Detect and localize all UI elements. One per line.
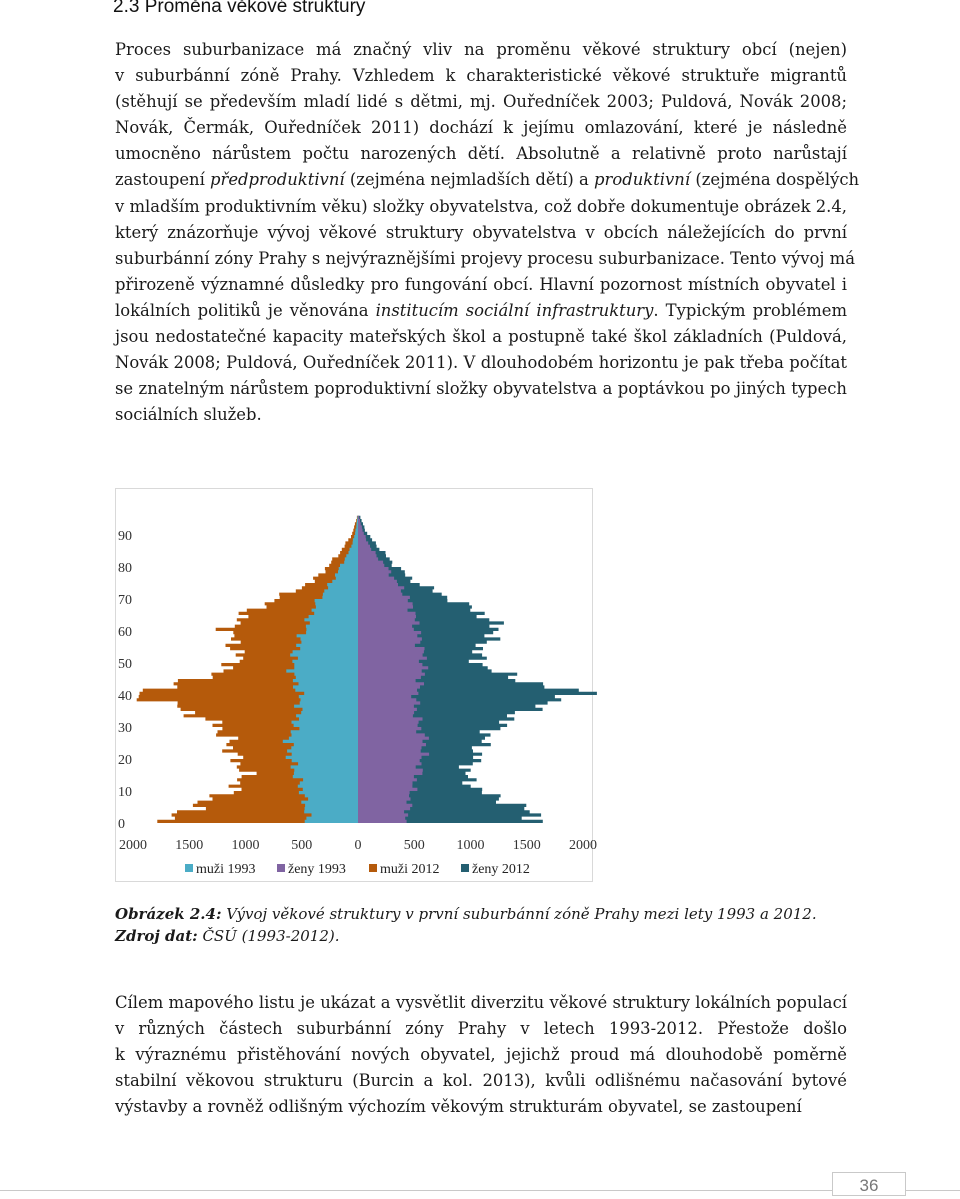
y-tick-label: 20: [118, 753, 132, 768]
paragraph-intro-line: Proces suburbanizace má značný vliv na proměnu věkové struktury obcí (nejen): [115, 40, 847, 59]
paragraph-intro-line: se znatelným nárůstem poproduktivní složky obyvatelstva a poptávkou po jiných typech: [115, 379, 847, 399]
x-tick-label: 2000: [119, 838, 147, 853]
paragraph-intro-line: v mladším produktivním věku) složky obyvatelstva, což dobře dokumentuje obrázek 2.4,: [115, 196, 847, 216]
paragraph-intro-line: který znázorňuje vývoj věkové struktury obyvatelstva v obcích náležejících do první: [115, 222, 847, 242]
x-tick-label: 0: [354, 838, 362, 853]
text-run: . Typickým problémem: [653, 300, 847, 320]
y-tick-label: 40: [118, 689, 132, 704]
paragraph-map-sheet-line: stabilní věkovou strukturu (Burcin a kol. 2013), kvůli odlišnému načasování bytové: [115, 1071, 847, 1091]
footer-rule: [0, 1190, 960, 1191]
x-tick-label: 1500: [175, 838, 204, 853]
population-pyramid-chart: [115, 488, 597, 882]
text-run: lokálních politiků je věnována: [115, 300, 376, 320]
x-tick-label: 2000: [569, 838, 597, 853]
text-run: (zejména dospělých: [690, 170, 860, 190]
y-tick-label: 10: [118, 785, 132, 800]
paragraph-map-sheet-line: v různých částech suburbánní zóny Prahy v letech 1993-2012. Přestože došlo: [115, 1019, 847, 1039]
paragraph-map-sheet-line: k výraznému přistěhování nových obyvatel, jejichž proud má dlouhodobě poměrně: [115, 1045, 847, 1065]
legend-label: ženy 2012: [472, 862, 530, 877]
x-tick-label: 1500: [512, 838, 541, 853]
text-run: zastoupení: [115, 170, 211, 190]
series-muzi-1993: [283, 516, 358, 823]
y-tick-label: 50: [118, 657, 132, 672]
paragraph-intro-line: (stěhují se především mladí lidé s dětmi, mj. Ouředníček 2003; Puldová, Novák 2008;: [115, 92, 847, 112]
paragraph-intro-line: v suburbánní zóně Prahy. Vzhledem k charakteristické věkové struktuře migrantů: [115, 66, 847, 86]
page-number: 36: [832, 1172, 906, 1196]
paragraph-intro-line: [115, 167, 860, 193]
legend-swatch-muzi-1993: [185, 864, 193, 872]
paragraph-map-sheet-line: Cílem mapového listu je ukázat a vysvětlit diverzitu věkové struktury lokálních populací: [115, 993, 847, 1012]
caption-label: Obrázek 2.4:: [115, 905, 222, 923]
figure-caption: [115, 903, 817, 947]
paragraph-map-sheet-line: výstavby a rovněž odlišným výchozím věkovým strukturám obyvatel, se zastoupení: [115, 1097, 802, 1117]
paragraph-intro-line: jsou nedostatečné kapacity mateřských škol a postupně také škol základních (Puldová,: [115, 327, 847, 347]
paragraph-intro-line: umocněno nárůstem počtu narozených dětí. Absolutně a relativně proto narůstají: [115, 144, 847, 164]
y-tick-label: 90: [118, 529, 132, 544]
y-tick-label: 80: [118, 561, 132, 576]
y-tick-label: 60: [118, 625, 132, 640]
x-tick-label: 1000: [456, 838, 485, 853]
legend-swatch-zeny-2012: [461, 864, 469, 872]
legend-label: muži 2012: [380, 862, 440, 877]
caption-source: ČSÚ (1993-2012).: [197, 927, 340, 945]
paragraph-intro-line: suburbánní zóny Prahy s nejvýraznějšími projevy procesu suburbanizace. Tento vývoj má: [115, 248, 855, 268]
y-tick-label: 30: [118, 721, 132, 736]
y-tick-label: 70: [118, 593, 132, 608]
paragraph-intro: [115, 37, 860, 428]
y-tick-label: 0: [118, 817, 125, 832]
paragraph-intro-line: Novák 2008; Puldová, Ouředníček 2011). V dlouhodobém horizontu je pak třeba počítat: [115, 353, 847, 373]
x-tick-label: 500: [403, 838, 425, 853]
x-tick-label: 1000: [231, 838, 260, 853]
paragraph-map-sheet: [115, 990, 847, 1120]
italic-term: produktivní: [594, 170, 691, 190]
italic-term: institucím sociální infrastruktury: [375, 300, 654, 320]
italic-term: předproduktivní: [210, 170, 345, 190]
legend-swatch-zeny-1993: [277, 864, 285, 872]
section-heading: 2.3 Proměna věkové struktury: [113, 0, 366, 17]
legend-swatch-muzi-2012: [369, 864, 377, 872]
legend-label: muži 1993: [196, 862, 256, 877]
caption-source-label: Zdroj dat:: [115, 927, 198, 945]
paragraph-intro-line: přirozeně významné důsledky pro fungování obcí. Hlavní pozornost místních obyvatel i: [115, 274, 847, 294]
caption-text: Vývoj věkové struktury v první suburbánní zóně Prahy mezi lety 1993 a 2012.: [221, 905, 817, 923]
paragraph-intro-line: sociálních služeb.: [115, 405, 262, 425]
paragraph-intro-line: Novák, Čermák, Ouředníček 2011) dochází k jejímu omlazování, které je následně: [115, 118, 847, 138]
legend-label: ženy 1993: [288, 862, 346, 877]
text-run: (zejména nejmladších dětí) a: [344, 170, 595, 190]
x-tick-label: 500: [291, 838, 313, 853]
paragraph-intro-line: [115, 298, 847, 324]
